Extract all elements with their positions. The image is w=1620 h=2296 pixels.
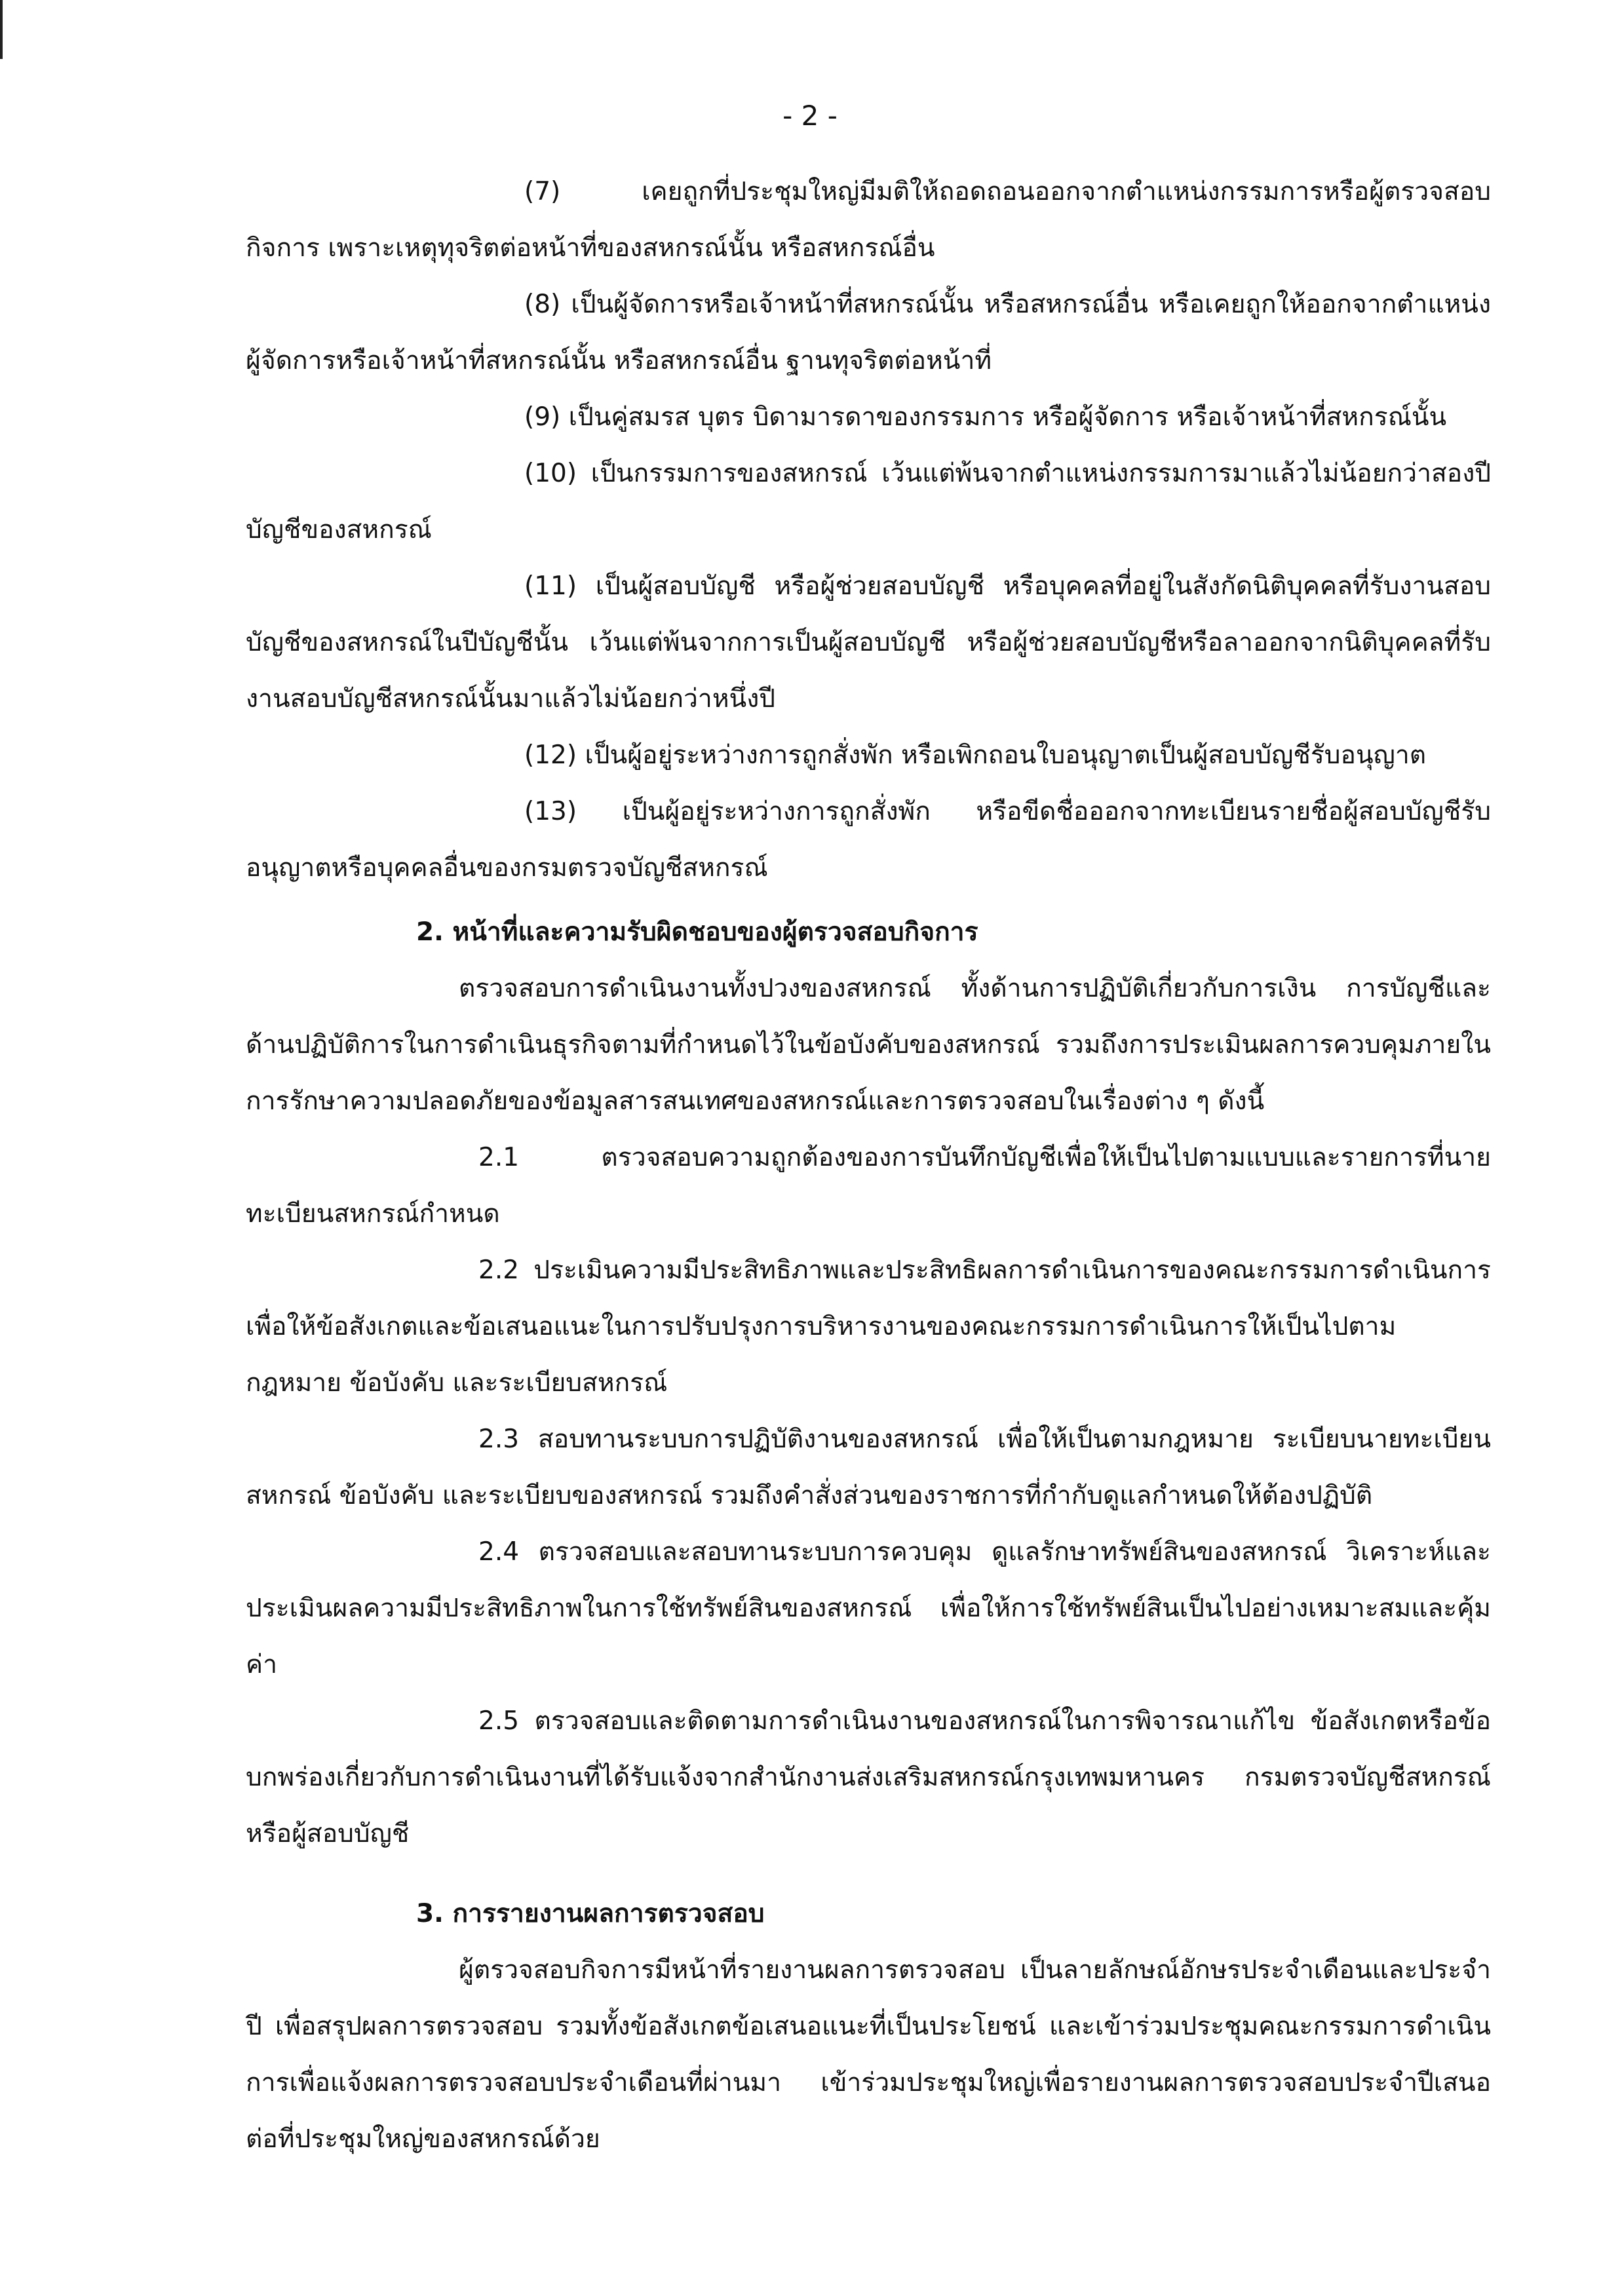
list-item-12: (12) เป็นผู้อยู่ระหว่างการถูกสั่งพัก หรือเพิกถอนใบอนุญาตเป็นผู้สอบบัญชีรับอนุญาต (524, 740, 1427, 770)
section-2-3: 2.3 สอบทานระบบการปฏิบัติงานของสหกรณ์ เพื่อให้เป็นตามกฎหมาย ระเบียบนายทะเบียนสหกรณ์ ข้อบังคับ และระเบียบของสหกรณ์ รวมถึงคำสั่งส่วนของราชการที่กำกับดูแลกำหนดให้ต้องปฏิบัติ (246, 1425, 1491, 1510)
list-item-13: (13) เป็นผู้อยู่ระหว่างการถูกสั่งพัก หรือขีดชื่อออกจากทะเบียนรายชื่อผู้สอบบัญชีรับอนุญาตหรือบุคคลอื่นของกรมตรวจบัญชีสหกรณ์ (246, 797, 1491, 883)
section-2-4: 2.4 ตรวจสอบและสอบทานระบบการควบคุม ดูแลรักษาทรัพย์สินของสหกรณ์ วิเคราะห์และประเมินผลความมีประสิทธิภาพในการใช้ทรัพย์สินของสหกรณ์ เพื่อให้การใช้ทรัพย์สินเป็นไปอย่างเหมาะสมและคุ้มค่า (246, 1537, 1491, 1679)
page-number: - 2 - (782, 100, 838, 132)
scan-edge-mark (0, 0, 3, 59)
list-item-7: (7) เคยถูกที่ประชุมใหญ่มีมติให้ถอดถอนออกจากตำแหน่งกรรมการหรือผู้ตรวจสอบกิจการ เพราะเหตุทุจริตต่อหน้าที่ของสหกรณ์นั้น หรือสหกรณ์อื่น (246, 177, 1491, 263)
list-item-11: (11) เป็นผู้สอบบัญชี หรือผู้ช่วยสอบบัญชี หรือบุคคลที่อยู่ในสังกัดนิติบุคคลที่รับงานสอบบัญชีของสหกรณ์ในปีบัญชีนั้น เว้นแต่พ้นจากการเป็นผู้สอบบัญชี หรือผู้ช่วยสอบบัญชีหรือลาออกจากนิติบุคคลที่รับงานสอบบัญชีสหกรณ์นั้นมาแล้วไม่น้อยกว่าหนึ่งปี (246, 571, 1491, 714)
list-item-10: (10) เป็นกรรมการของสหกรณ์ เว้นแต่พ้นจากตำแหน่งกรรมการมาแล้วไม่น้อยกว่าสองปีบัญชีของสหกรณ์ (246, 459, 1491, 545)
section-2-intro: ตรวจสอบการดำเนินงานทั้งปวงของสหกรณ์ ทั้งด้านการปฏิบัติเกี่ยวกับการเงิน การบัญชีและด้านปฏิบัติการในการดำเนินธุรกิจตามที่กำหนดไว้ในข้อบังคับของสหกรณ์ รวมถึงการประเมินผลการควบคุมภายใน การรักษาความปลอดภัยของข้อมูลสารสนเทศของสหกรณ์และการตรวจสอบในเรื่องต่าง ๆ ดังนี้ (246, 974, 1491, 1116)
section-3-heading: 3. การรายงานผลการตรวจสอบ (416, 1899, 765, 1928)
section-3-body: ผู้ตรวจสอบกิจการมีหน้าที่รายงานผลการตรวจสอบ เป็นลายลักษณ์อักษรประจำเดือนและประจำปี เพื่อสรุปผลการตรวจสอบ รวมทั้งข้อสังเกตข้อเสนอแนะที่เป็นประโยชน์ และเข้าร่วมประชุมคณะกรรมการดำเนินการเพื่อแจ้งผลการตรวจสอบประจำเดือนที่ผ่านมา เข้าร่วมประชุมใหญ่เพื่อรายงานผลการตรวจสอบประจำปีเสนอต่อที่ประชุมใหญ่ของสหกรณ์ด้วย (246, 1955, 1491, 2154)
list-item-9: (9) เป็นคู่สมรส บุตร บิดามารดาของกรรมการ หรือผู้จัดการ หรือเจ้าหน้าที่สหกรณ์นั้น (524, 402, 1447, 432)
section-2-5: 2.5 ตรวจสอบและติดตามการดำเนินงานของสหกรณ์ในการพิจารณาแก้ไข ข้อสังเกตหรือข้อบกพร่องเกี่ยวกับการดำเนินงานที่ได้รับแจ้งจากสำนักงานส่งเสริมสหกรณ์กรุงเทพมหานคร กรมตรวจบัญชีสหกรณ์ หรือผู้สอบบัญชี (246, 1706, 1491, 1848)
document-body (246, 164, 1491, 2168)
section-2-1: 2.1 ตรวจสอบความถูกต้องของการบันทึกบัญชีเพื่อให้เป็นไปตามแบบและรายการที่นายทะเบียนสหกรณ์กำหนด (246, 1143, 1491, 1229)
section-2-heading: 2. หน้าที่และความรับผิดชอบของผู้ตรวจสอบกิจการ (416, 917, 978, 947)
section-2-2: 2.2 ประเมินความมีประสิทธิภาพและประสิทธิผลการดำเนินการของคณะกรรมการดำเนินการ เพื่อให้ข้อสังเกตและข้อเสนอแนะในการปรับปรุงการบริหารงานของคณะกรรมการดำเนินการให้เป็นไปตามกฎหมาย ข้อบังคับ และระเบียบสหกรณ์ (246, 1255, 1491, 1398)
list-item-8: (8) เป็นผู้จัดการหรือเจ้าหน้าที่สหกรณ์นั้น หรือสหกรณ์อื่น หรือเคยถูกให้ออกจากตำแหน่งผู้จัดการหรือเจ้าหน้าที่สหกรณ์นั้น หรือสหกรณ์อื่น ฐานทุจริตต่อหน้าที่ (246, 290, 1491, 375)
